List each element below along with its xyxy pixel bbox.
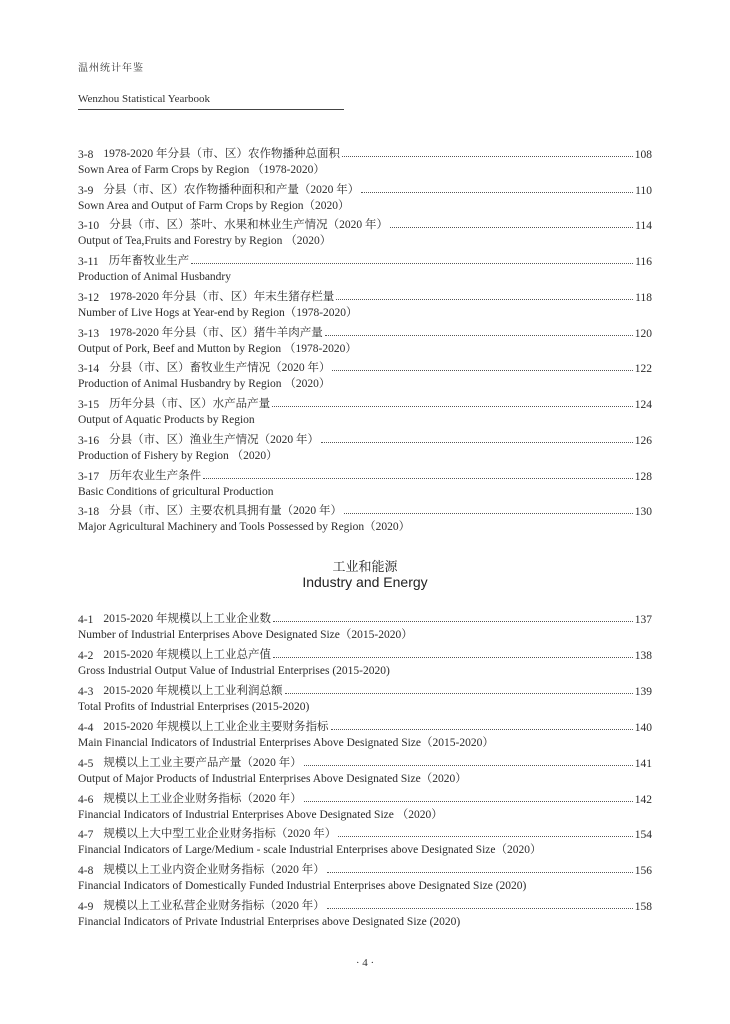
toc-entry-en: Output of Tea,Fruits and Forestry by Region （2020）: [78, 235, 332, 247]
toc-entry-en: Production of Fishery by Region （2020）: [78, 450, 278, 462]
entry-title-cn: 规模以上工业私营企业财务指标（2020 年）: [103, 900, 325, 912]
entry-page: 120: [634, 328, 652, 340]
toc-entry-3-8[interactable]: [78, 143, 652, 161]
entry-page: 142: [634, 794, 652, 806]
entry-page: 158: [634, 901, 652, 913]
entry-title-cn: 分县（市、区）茶叶、水果和林业生产情况（2020 年）: [109, 219, 388, 231]
entry-title-cn: 分县（市、区）农作物播种面积和产量（2020 年）: [103, 184, 360, 196]
dot-leader: [342, 156, 633, 157]
entry-page: 154: [634, 829, 652, 841]
toc-entry-en: Sown Area and Output of Farm Crops by Region（2020）: [78, 200, 350, 212]
toc-entry-3-11[interactable]: [78, 250, 652, 268]
entry-number: 3-11: [78, 256, 99, 268]
running-head-chinese: 温州统计年鉴: [78, 63, 144, 74]
toc-entry-en: Main Financial Indicators of Industrial Enterprises Above Designated Size（2015-2020）: [78, 737, 494, 749]
dot-leader: [332, 370, 632, 371]
dot-leader: [327, 908, 633, 909]
dot-leader: [336, 299, 633, 300]
toc-entry-en: Basic Conditions of gricultural Production: [78, 486, 274, 498]
entry-page: 126: [634, 435, 652, 447]
dot-leader: [273, 657, 633, 658]
toc-entry-en: Financial Indicators of Large/Medium - scale Industrial Enterprises above Designated Size（2020）: [78, 844, 542, 856]
entry-title-cn: 历年农业生产条件: [109, 470, 202, 482]
toc-entry-en: Major Agricultural Machinery and Tools Possessed by Region（2020）: [78, 521, 411, 533]
entry-page: 116: [635, 256, 652, 268]
running-head-english: Wenzhou Statistical Yearbook: [78, 93, 211, 105]
toc-entry-en: Output of Major Products of Industrial Enterprises Above Designated Size（2020）: [78, 773, 467, 785]
entry-page: 138: [634, 650, 652, 662]
toc-entry-4-7[interactable]: [78, 823, 652, 841]
entry-title-cn: 1978-2020 年分县（市、区）农作物播种总面积: [103, 148, 341, 160]
toc-entry-3-15[interactable]: [78, 393, 652, 411]
dot-leader: [272, 406, 633, 407]
toc-entry-4-6[interactable]: [78, 788, 652, 806]
dot-leader: [390, 227, 633, 228]
entry-number: 3-17: [78, 471, 100, 483]
toc-entry-en: Financial Indicators of Domestically Funded Industrial Enterprises above Designated Size (2020): [78, 880, 527, 892]
toc-entry-en: Number of Industrial Enterprises Above Designated Size（2015-2020）: [78, 629, 413, 641]
toc-entry-3-14[interactable]: [78, 357, 652, 375]
toc-entry-3-10[interactable]: [78, 214, 652, 232]
entry-title-cn: 分县（市、区）畜牧业生产情况（2020 年）: [109, 362, 331, 374]
dot-leader: [273, 621, 633, 622]
entry-title-cn: 历年分县（市、区）水产品产量: [109, 398, 271, 410]
toc-entry-4-3[interactable]: [78, 680, 652, 698]
dot-leader: [331, 729, 633, 730]
entry-number: 4-4: [78, 722, 94, 734]
toc-entry-en: Production of Animal Husbandry: [78, 271, 231, 283]
entry-title-cn: 2015-2020 年规模以上工业企业数: [103, 613, 272, 625]
toc-entry-en: Production of Animal Husbandry by Region （2020）: [78, 378, 331, 390]
toc-entry-3-18[interactable]: [78, 500, 652, 518]
dot-leader: [191, 263, 633, 264]
entry-number: 3-14: [78, 363, 100, 375]
entry-title-cn: 1978-2020 年分县（市、区）年末生猪存栏量: [109, 291, 335, 303]
section-title-english: Industry and Energy: [302, 574, 428, 590]
dot-leader: [304, 801, 633, 802]
toc-entry-en: Financial Indicators of Industrial Enterprises Above Designated Size （2020）: [78, 809, 443, 821]
entry-number: 4-9: [78, 901, 94, 913]
entry-number: 3-9: [78, 185, 94, 197]
dot-leader: [338, 836, 633, 837]
entry-page: 128: [634, 471, 652, 483]
toc-entry-en: Number of Live Hogs at Year-end by Region（1978-2020）: [78, 307, 358, 319]
toc-entry-en: Sown Area of Farm Crops by Region （1978-2020）: [78, 164, 325, 176]
entry-title-cn: 2015-2020 年规模以上工业利润总额: [103, 685, 283, 697]
entry-page: 110: [635, 185, 652, 197]
toc-entry-4-5[interactable]: [78, 752, 652, 770]
entry-page: 108: [634, 149, 652, 161]
entry-title-cn: 分县（市、区）渔业生产情况（2020 年）: [109, 434, 319, 446]
toc-entry-3-9[interactable]: [78, 179, 652, 197]
toc-entry-3-12[interactable]: [78, 286, 652, 304]
toc-entry-4-4[interactable]: [78, 716, 652, 734]
entry-page: 141: [634, 758, 652, 770]
toc-entry-en: Gross Industrial Output Value of Industrial Enterprises (2015-2020): [78, 665, 390, 677]
entry-page: 140: [634, 722, 652, 734]
toc-entry-en: Total Profits of Industrial Enterprises (2015-2020): [78, 701, 310, 713]
toc-entry-3-17[interactable]: [78, 465, 652, 483]
page-number: · 4 ·: [355, 957, 375, 969]
dot-leader: [203, 478, 633, 479]
dot-leader: [361, 192, 633, 193]
entry-page: 156: [634, 865, 652, 877]
entry-number: 4-1: [78, 614, 94, 626]
entry-page: 122: [634, 363, 652, 375]
entry-number: 4-7: [78, 829, 94, 841]
entry-number: 4-3: [78, 686, 94, 698]
entry-number: 4-2: [78, 650, 94, 662]
entry-title-cn: 历年畜牧业生产: [108, 255, 190, 267]
entry-title-cn: 规模以上大中型工业企业财务指标（2020 年）: [103, 828, 337, 840]
entry-number: 3-16: [78, 435, 100, 447]
toc-entry-3-13[interactable]: [78, 322, 652, 340]
dot-leader: [327, 872, 633, 873]
entry-number: 3-8: [78, 149, 94, 161]
toc-entry-4-8[interactable]: [78, 859, 652, 877]
entry-number: 3-10: [78, 220, 100, 232]
entry-number: 4-5: [78, 758, 94, 770]
entry-page: 137: [634, 614, 652, 626]
toc-entry-en: Financial Indicators of Private Industrial Enterprises above Designated Size (2020): [78, 916, 461, 928]
entry-title-cn: 规模以上工业企业财务指标（2020 年）: [103, 793, 302, 805]
entry-title-cn: 2015-2020 年规模以上工业企业主要财务指标: [103, 721, 329, 733]
entry-number: 4-6: [78, 794, 94, 806]
toc-entry-en: Output of Pork, Beef and Mutton by Region （1978-2020）: [78, 343, 357, 355]
toc-entry-4-9[interactable]: [78, 895, 652, 913]
toc-entry-3-16[interactable]: [78, 429, 652, 447]
entry-number: 3-15: [78, 399, 100, 411]
entry-page: 114: [635, 220, 652, 232]
entry-number: 3-12: [78, 292, 100, 304]
entry-title-cn: 2015-2020 年规模以上工业总产值: [103, 649, 272, 661]
toc-entry-4-2[interactable]: [78, 644, 652, 662]
entry-number: 4-8: [78, 865, 94, 877]
entry-title-cn: 1978-2020 年分县（市、区）猪牛羊肉产量: [109, 327, 323, 339]
entry-page: 130: [634, 506, 652, 518]
entry-page: 118: [635, 292, 652, 304]
entry-page: 124: [634, 399, 652, 411]
dot-leader: [304, 765, 633, 766]
dot-leader: [321, 442, 633, 443]
entry-number: 3-13: [78, 328, 100, 340]
entry-title-cn: 规模以上工业内资企业财务指标（2020 年）: [103, 864, 325, 876]
entry-title-cn: 规模以上工业主要产品产量（2020 年）: [103, 757, 302, 769]
entry-title-cn: 分县（市、区）主要农机具拥有量（2020 年）: [109, 505, 342, 517]
dot-leader: [325, 335, 633, 336]
entry-page: 139: [634, 686, 652, 698]
entry-number: 3-18: [78, 506, 100, 518]
dot-leader: [285, 693, 633, 694]
toc-entry-en: Output of Aquatic Products by Region: [78, 414, 255, 426]
toc-entry-4-1[interactable]: [78, 608, 652, 626]
header-rule: [78, 109, 344, 110]
dot-leader: [344, 513, 633, 514]
section-title-chinese: 工业和能源: [332, 560, 398, 575]
